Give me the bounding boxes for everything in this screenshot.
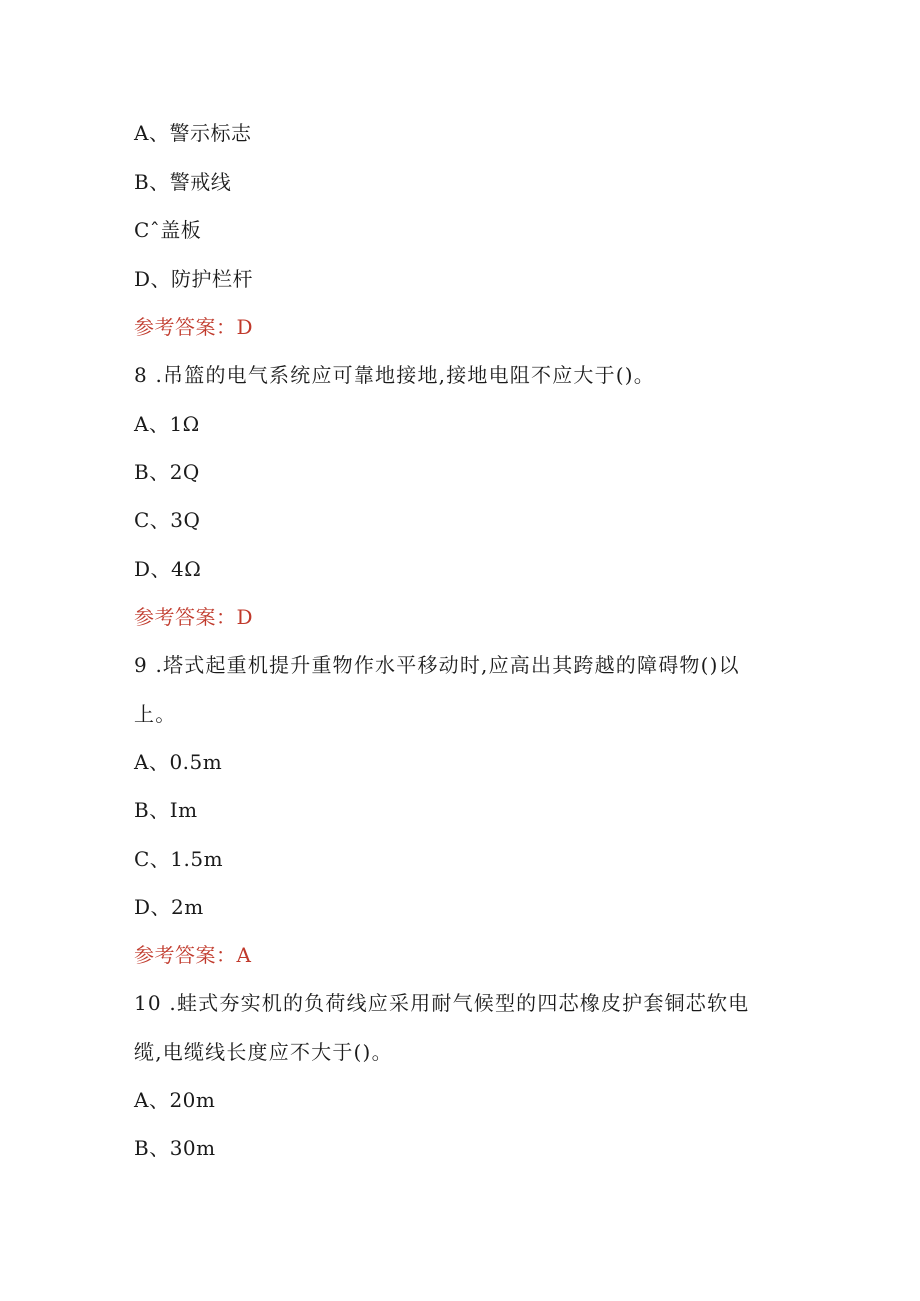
option-7d: D、防护栏杆 <box>134 267 254 291</box>
option-7b: B、警戒线 <box>134 170 232 194</box>
option-8a: A、1Ω <box>134 412 200 436</box>
question-8: 8 .吊篮的电气系统应可靠地接地,接地电阻不应大于()。 <box>134 363 656 387</box>
option-8c: C、3Q <box>134 508 201 532</box>
question-10-cont: 缆,电缆线长度应不大于()。 <box>134 1040 393 1064</box>
option-9b: B、Im <box>134 798 198 822</box>
option-10b: B、30m <box>134 1136 216 1160</box>
option-9a: A、0.5m <box>134 750 223 774</box>
question-9: 9 .塔式起重机提升重物作水平移动时,应高出其跨越的障碍物()以 <box>134 653 740 677</box>
question-9-cont: 上。 <box>134 702 177 726</box>
option-9c: C、1.5m <box>134 847 224 871</box>
answer-7: 参考答案：D <box>134 315 254 339</box>
option-8b: B、2Q <box>134 460 200 484</box>
question-10: 10 .蛙式夯实机的负荷线应采用耐气候型的四芯橡皮护套铜芯软电 <box>134 991 750 1015</box>
option-10a: A、20m <box>134 1088 216 1112</box>
answer-8: 参考答案：D <box>134 605 254 629</box>
option-7c: Cˆ盖板 <box>134 218 202 242</box>
option-9d: D、2m <box>134 895 204 919</box>
option-8d: D、4Ω <box>134 557 202 581</box>
answer-9: 参考答案：A <box>134 943 252 967</box>
option-7a: A、警示标志 <box>134 121 252 145</box>
